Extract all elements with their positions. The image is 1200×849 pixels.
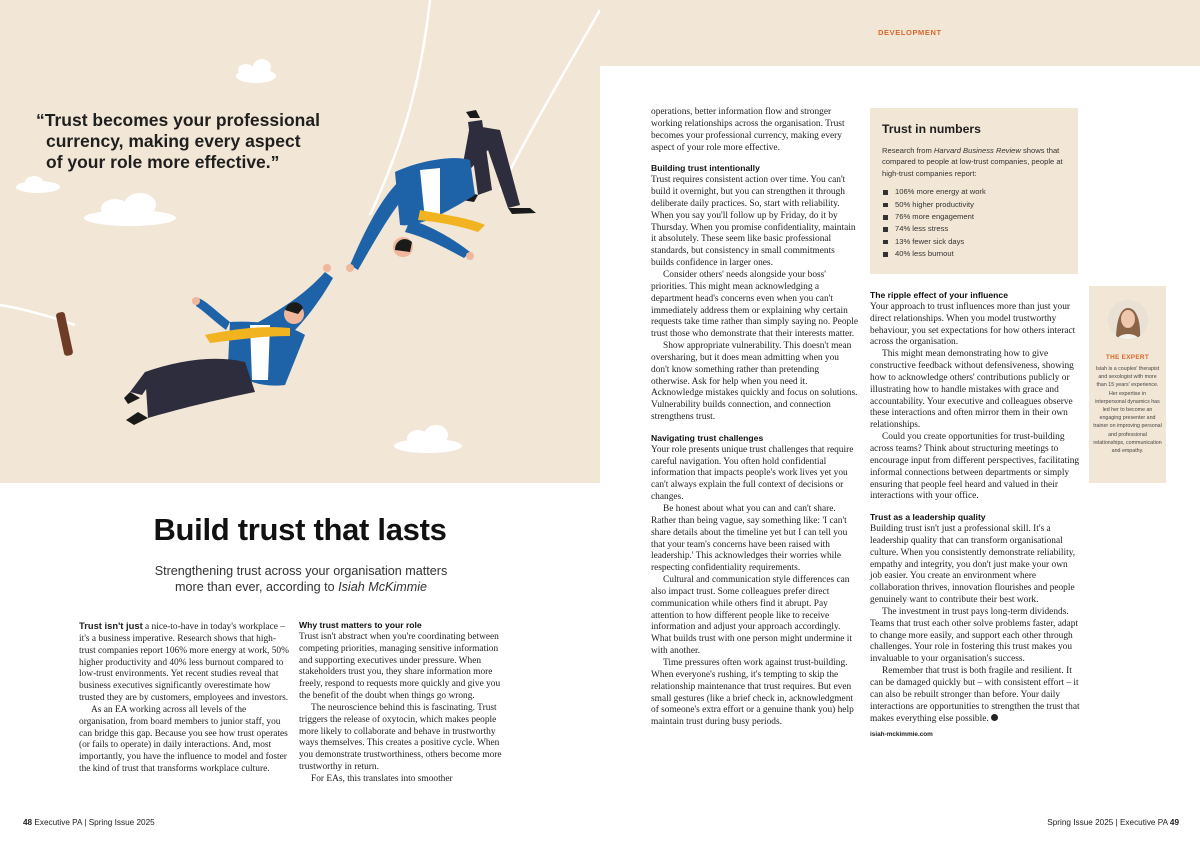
paragraph: Could you create opportunities for trust-building across teams? Think about structuring meetings to encourage input from different perspectives, facilitating informal connections between departments or simply ensuring that people feel heard and valued in their interactions with your office. (870, 432, 1080, 502)
paragraph: The neuroscience behind this is fascinating. Trust triggers the release of oxytocin, which makes people more likely to collaborate and behave in trustworthy ways themselves. This creates a positive cycle. When you demonstrate trustworthiness, others become more trustworthy in return. (299, 702, 502, 773)
author-name: Isiah McKimmie (338, 580, 427, 595)
pull-quote-line: of your role more effective.” (46, 152, 280, 172)
flying-businessman-lower (124, 264, 333, 425)
expert-bio: Isiah is a couples' therapist and sexologist with more than 15 years' experience. Her expertise in interpersonal dynamics has led her to become an engaging presenter and trainer on improving personal and professional relationships, communication and empathy. (1093, 366, 1162, 455)
paragraph: Be honest about what you can and can't share. Rather than being vague, say something like: 'I can't share details about the timeline yet but I can tell you that your team's concerns have been raised with leadership.' This acknowledges their worries while respecting confidentiality requirements. (651, 504, 848, 574)
pull-quote-line: currency, making every aspect (46, 131, 301, 151)
standfirst (120, 563, 482, 596)
hero-illustration-panel (0, 0, 600, 483)
paragraph: Time pressures often work against trust-building. When everyone's rushing, it's tempting to skip the relationship maintenance that trust requires. But even small gestures (like a brief check in, acknowledgment of someone's extra effort or a genuine thank you) help maintain trust during busy periods. (651, 657, 854, 728)
subheading: The ripple effect of your influence (870, 290, 1008, 300)
end-mark-icon (991, 714, 998, 721)
standfirst-line: Strengthening trust across your organisation matters (154, 564, 448, 578)
stat-item: 76% more engagement (882, 211, 1066, 223)
expert-panel (1089, 286, 1166, 483)
paragraph: For EAs, this translates into smoother (311, 773, 453, 784)
box-intro: Research from Harvard Business Review shows that compared to people at low-trust companies, people at high-trust companies report: (882, 146, 1063, 178)
cloud-icon (236, 59, 276, 83)
stat-item: 13% fewer sick days (882, 236, 1066, 248)
stat-item: 106% more energy at work (882, 186, 1066, 198)
paragraph: Remember that trust is both fragile and resilient. It can be damaged quickly but – with consistent effort – it can also be rebuilt stronger than before. Your daily interactions are opportunities to strengthen the trust that makes everything else possible. (870, 666, 1080, 724)
body-column-1 (79, 620, 289, 776)
article-title: Build trust that lasts (153, 512, 447, 547)
paragraph: Building trust isn't just a professional skill. It's a leadership quality that can transform organisational culture. When you consistently demonstrate reliability, empathy and integrity, you don't just make your own job easier. You create an environment where collaboration thrives, innovation flourishes and people genuinely want to contribute their best work. (870, 524, 1076, 606)
body-column-4 (870, 290, 1080, 741)
subheading: Navigating trust challenges (651, 432, 764, 443)
paragraph: As an EA working across all levels of the organisation, from board members to junior staff, you can bridge this gap. Because you see how trust operates (or fails to operate) in daily interactions. And, most importantly, you have the influence to model and foster the kind of trust that transforms workplace culture. (79, 704, 288, 775)
paragraph: Your role presents unique trust challenges that require careful navigation. You often hold confidential information that impacts people's work lives yet you can't always explain the full context of decisions or changes. (651, 444, 854, 503)
page-number: 48 (23, 818, 33, 827)
lead-in: Trust isn't just (79, 620, 143, 631)
section-label: DEVELOPMENT (878, 28, 942, 37)
trust-in-numbers-box (870, 108, 1078, 274)
paragraph: Trust requires consistent action over time. You can't build it overnight, but you can strengthen it through deliberate daily practices. So, start with reliability. When you say you'll follow up by Friday, do it by Thursday. When you promise confidentiality, maintain it absolutely. These seem like basic professional standards, but consistency in small commitments builds confidence in larger ones. (651, 175, 856, 269)
trapeze-illustration (0, 0, 600, 483)
body-column-3 (651, 107, 858, 729)
paragraph: operations, better information flow and stronger working relationships across the organisation. Trust becomes your professional currency, making every aspect of your role more effective. (651, 107, 845, 153)
cloud-icon (394, 425, 462, 453)
expert-label: THE EXPERT (1105, 354, 1150, 361)
source-name: Harvard Business Review (933, 146, 1021, 155)
footer-right: Spring Issue 2025 | Executive PA 49 (1047, 818, 1179, 827)
stat-item: 74% less stress (882, 223, 1066, 235)
footer-left: 48 Executive PA | Spring Issue 2025 (23, 818, 155, 827)
box-title: Trust in numbers (882, 122, 981, 136)
paragraph: Cultural and communication style differences can also impact trust. Some colleagues prefer direct communication while others find it abrupt. Pay attention to how different people like to receive information and adjust your approach accordingly. What builds trust with one person might undermine it with another. (651, 575, 853, 657)
page-number: 49 (1169, 818, 1179, 827)
flying-businessman-upper (346, 110, 536, 272)
cloud-icon (84, 193, 176, 226)
subheading: Trust as a leadership quality (870, 512, 986, 523)
subheading: Building trust intentionally (651, 163, 760, 174)
stat-item: 50% higher productivity (882, 199, 1066, 211)
stat-item: 40% less burnout (882, 248, 1066, 260)
paragraph: Trust isn't abstract when you're coordinating between competing priorities, managing sensitive information and supporting executives under pressure. When stakeholders trust you, they share information more freely, respond to requests more quickly and give you the benefit of the doubt when things go wrong. (299, 631, 501, 702)
pull-quote (36, 110, 366, 173)
body-column-2 (299, 620, 509, 786)
expert-portrait (1108, 300, 1148, 340)
subheading: Why trust matters to your role (299, 620, 422, 630)
paragraph: The investment in trust pays long-term dividends. Teams that trust each other solve problems faster, adapt to change more easily, and support each other through challenges. Your role in fostering this trust makes you invaluable to your organisation's success. (870, 606, 1079, 665)
paragraph: This might mean demonstrating how to give constructive feedback without defensiveness, showing how to acknowledge others' contributions publicly or illustrating how to handle mistakes with grace and accountability. Your executive and colleagues observe these interactions and often mirror them in their own relationships. (870, 349, 1074, 431)
cloud-icon (16, 176, 60, 193)
paragraph: Show appropriate vulnerability. This doesn't mean oversharing, but it does mean admitting when you don't know something rather than pretending otherwise. Ask for help when you need it. Acknowledge mistakes quickly and focus on solutions. Vulnerability builds connection, and connection strengthens trust. (651, 341, 858, 423)
author-website-link[interactable]: isiah-mckimmie.com (870, 731, 933, 739)
pull-quote-line: “Trust becomes your professional (36, 110, 320, 130)
standfirst-line: more than ever, according to (175, 580, 339, 595)
stat-list (882, 186, 1066, 260)
paragraph: Consider others' needs alongside your boss' priorities. This might mean acknowledging a department head's concerns even when you can't immediately address them or explaining why certain requests take time rather than simply saying no. People trust those who demonstrate that their interests matter. (651, 269, 858, 340)
paragraph: Trust isn't just a nice-to-have in today's workplace – it's a business imperative. Research shows that high-trust companies report 106% more energy at work, 50% higher productivity and 40% less burnout compared to low-trust environments. Yet recent studies reveal that business executives significantly overestimate how trusted they are by customers, employees and investors. (79, 620, 289, 704)
paragraph: Your approach to trust influences more than just your direct relationships. When you model trustworthy behaviour, you set expectations for how others interact across the organisation. (870, 301, 1076, 348)
